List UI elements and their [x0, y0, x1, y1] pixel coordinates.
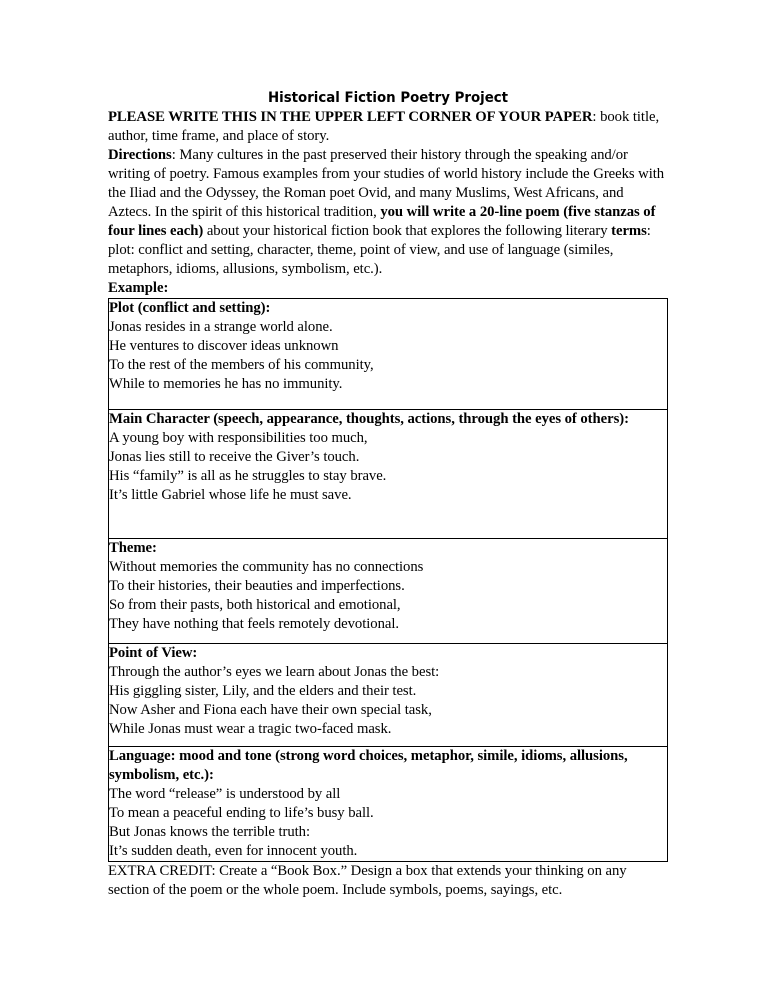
- instruction-text: : book title, author, time frame, and place of story.: [108, 109, 660, 144]
- poem-line: Without memories the community has no connections: [109, 559, 424, 575]
- directions-text-1: : Many cultures in the past preserved their history through the speaking and/or writing of poetry. Famous examples from your studies of world history include the Greeks with the Iliad and the Odyssey, the Roman poet Ovid, and many Muslims, West Africans, and Aztecs. In the spirit of this historical tradition,: [108, 147, 665, 220]
- poem-line: But Jonas knows the terrible truth:: [109, 824, 310, 840]
- stanza-cell: [109, 410, 668, 539]
- instruction-paragraph: [108, 108, 668, 146]
- poem-line: He ventures to discover ideas unknown: [109, 338, 339, 354]
- poem-line: His giggling sister, Lily, and the elders and their test.: [109, 683, 417, 699]
- directions-text-3: : plot: conflict and setting, character, theme, point of view, and use of language (similes, metaphors, idioms, allusions, symbolism, etc.).: [108, 223, 651, 277]
- poem-line: To their histories, their beauties and imperfections.: [109, 578, 405, 594]
- poem-line: To mean a peaceful ending to life’s busy ball.: [109, 805, 374, 821]
- stanza-cell: [109, 747, 668, 862]
- poem-line: Jonas resides in a strange world alone.: [109, 319, 333, 335]
- example-poem-table: [108, 298, 668, 862]
- document-title: Historical Fiction Poetry Project: [267, 90, 509, 106]
- stanza-row-language: [109, 747, 668, 862]
- stanza-heading: Point of View:: [109, 645, 198, 661]
- poem-line: The word “release” is understood by all: [109, 786, 341, 802]
- stanza-row-point-of-view: [109, 644, 668, 747]
- stanza-heading: Theme:: [109, 540, 157, 556]
- document-page: [108, 88, 668, 900]
- stanza-row-plot: [109, 299, 668, 410]
- directions-paragraph: [108, 146, 668, 279]
- poem-line: Through the author’s eyes we learn about Jonas the best:: [109, 664, 440, 680]
- directions-bold-2: terms: [611, 223, 647, 239]
- poem-line: Jonas lies still to receive the Giver’s touch.: [109, 449, 360, 465]
- directions-label: Directions: [108, 147, 172, 163]
- poem-line: Now Asher and Fiona each have their own special task,: [109, 702, 432, 718]
- poem-line: So from their pasts, both historical and emotional,: [109, 597, 401, 613]
- stanza-cell: [109, 539, 668, 644]
- poem-line: His “family” is all as he struggles to stay brave.: [109, 468, 387, 484]
- stanza-cell: [109, 644, 668, 747]
- poem-line: A young boy with responsibilities too much,: [109, 430, 368, 446]
- stanza-cell: [109, 299, 668, 410]
- instruction-bold-text: PLEASE WRITE THIS IN THE UPPER LEFT CORNER OF YOUR PAPER: [108, 109, 593, 125]
- example-label: Example:: [108, 280, 169, 296]
- poem-line: While Jonas must wear a tragic two-faced mask.: [109, 721, 392, 737]
- stanza-heading: Language: mood and tone (strong word choices, metaphor, simile, idioms, allusions, symbolism, etc.):: [109, 748, 628, 783]
- stanza-heading: Main Character (speech, appearance, thoughts, actions, through the eyes of others):: [109, 411, 629, 427]
- stanza-row-theme: [109, 539, 668, 644]
- extra-credit-paragraph: EXTRA CREDIT: Create a “Book Box.” Design a box that extends your thinking on any section of the poem or the whole poem. Include symbols, poems, sayings, etc.: [108, 863, 627, 898]
- stanza-heading: Plot (conflict and setting):: [109, 300, 271, 316]
- stanza-row-main-character: [109, 410, 668, 539]
- directions-text-2: about your historical fiction book that explores the following literary: [203, 223, 612, 239]
- directions-bold-1: you will write a 20-line poem (five stanzas of four lines each): [108, 204, 656, 239]
- poem-line: It’s little Gabriel whose life he must save.: [109, 487, 352, 503]
- poem-line: While to memories he has no immunity.: [109, 376, 343, 392]
- poem-line: It’s sudden death, even for innocent youth.: [109, 843, 358, 859]
- poem-line: They have nothing that feels remotely devotional.: [109, 616, 399, 632]
- poem-line: To the rest of the members of his community,: [109, 357, 374, 373]
